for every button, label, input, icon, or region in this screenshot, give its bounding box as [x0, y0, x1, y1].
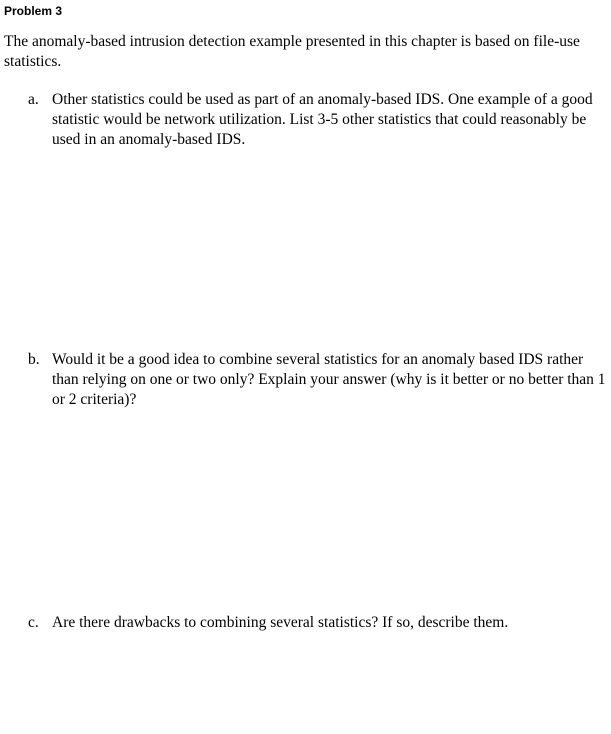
problem-intro: The anomaly-based intrusion detection example presented in this chapter is based on file-use statistics.	[4, 33, 580, 70]
problem-heading: Problem 3	[4, 4, 63, 18]
question-a-marker: a.	[28, 91, 39, 108]
question-b-text: Would it be a good idea to combine several statistics for an anomaly based IDS rather than relying on one or two only? Explain your answer (why is it better or no better than 1 or 2 criteria)?	[52, 351, 606, 408]
question-a	[28, 90, 608, 150]
question-b	[28, 350, 608, 410]
question-c-text: Are there drawbacks to combining several statistics? If so, describe them.	[52, 614, 509, 631]
question-c-marker: c.	[28, 614, 39, 631]
question-c	[28, 613, 608, 633]
question-a-text: Other statistics could be used as part of an anomaly-based IDS. One example of a good statistic would be network utilization. List 3-5 other statistics that could reasonably be used in an anomaly-based IDS.	[52, 91, 593, 148]
question-b-marker: b.	[28, 351, 40, 368]
